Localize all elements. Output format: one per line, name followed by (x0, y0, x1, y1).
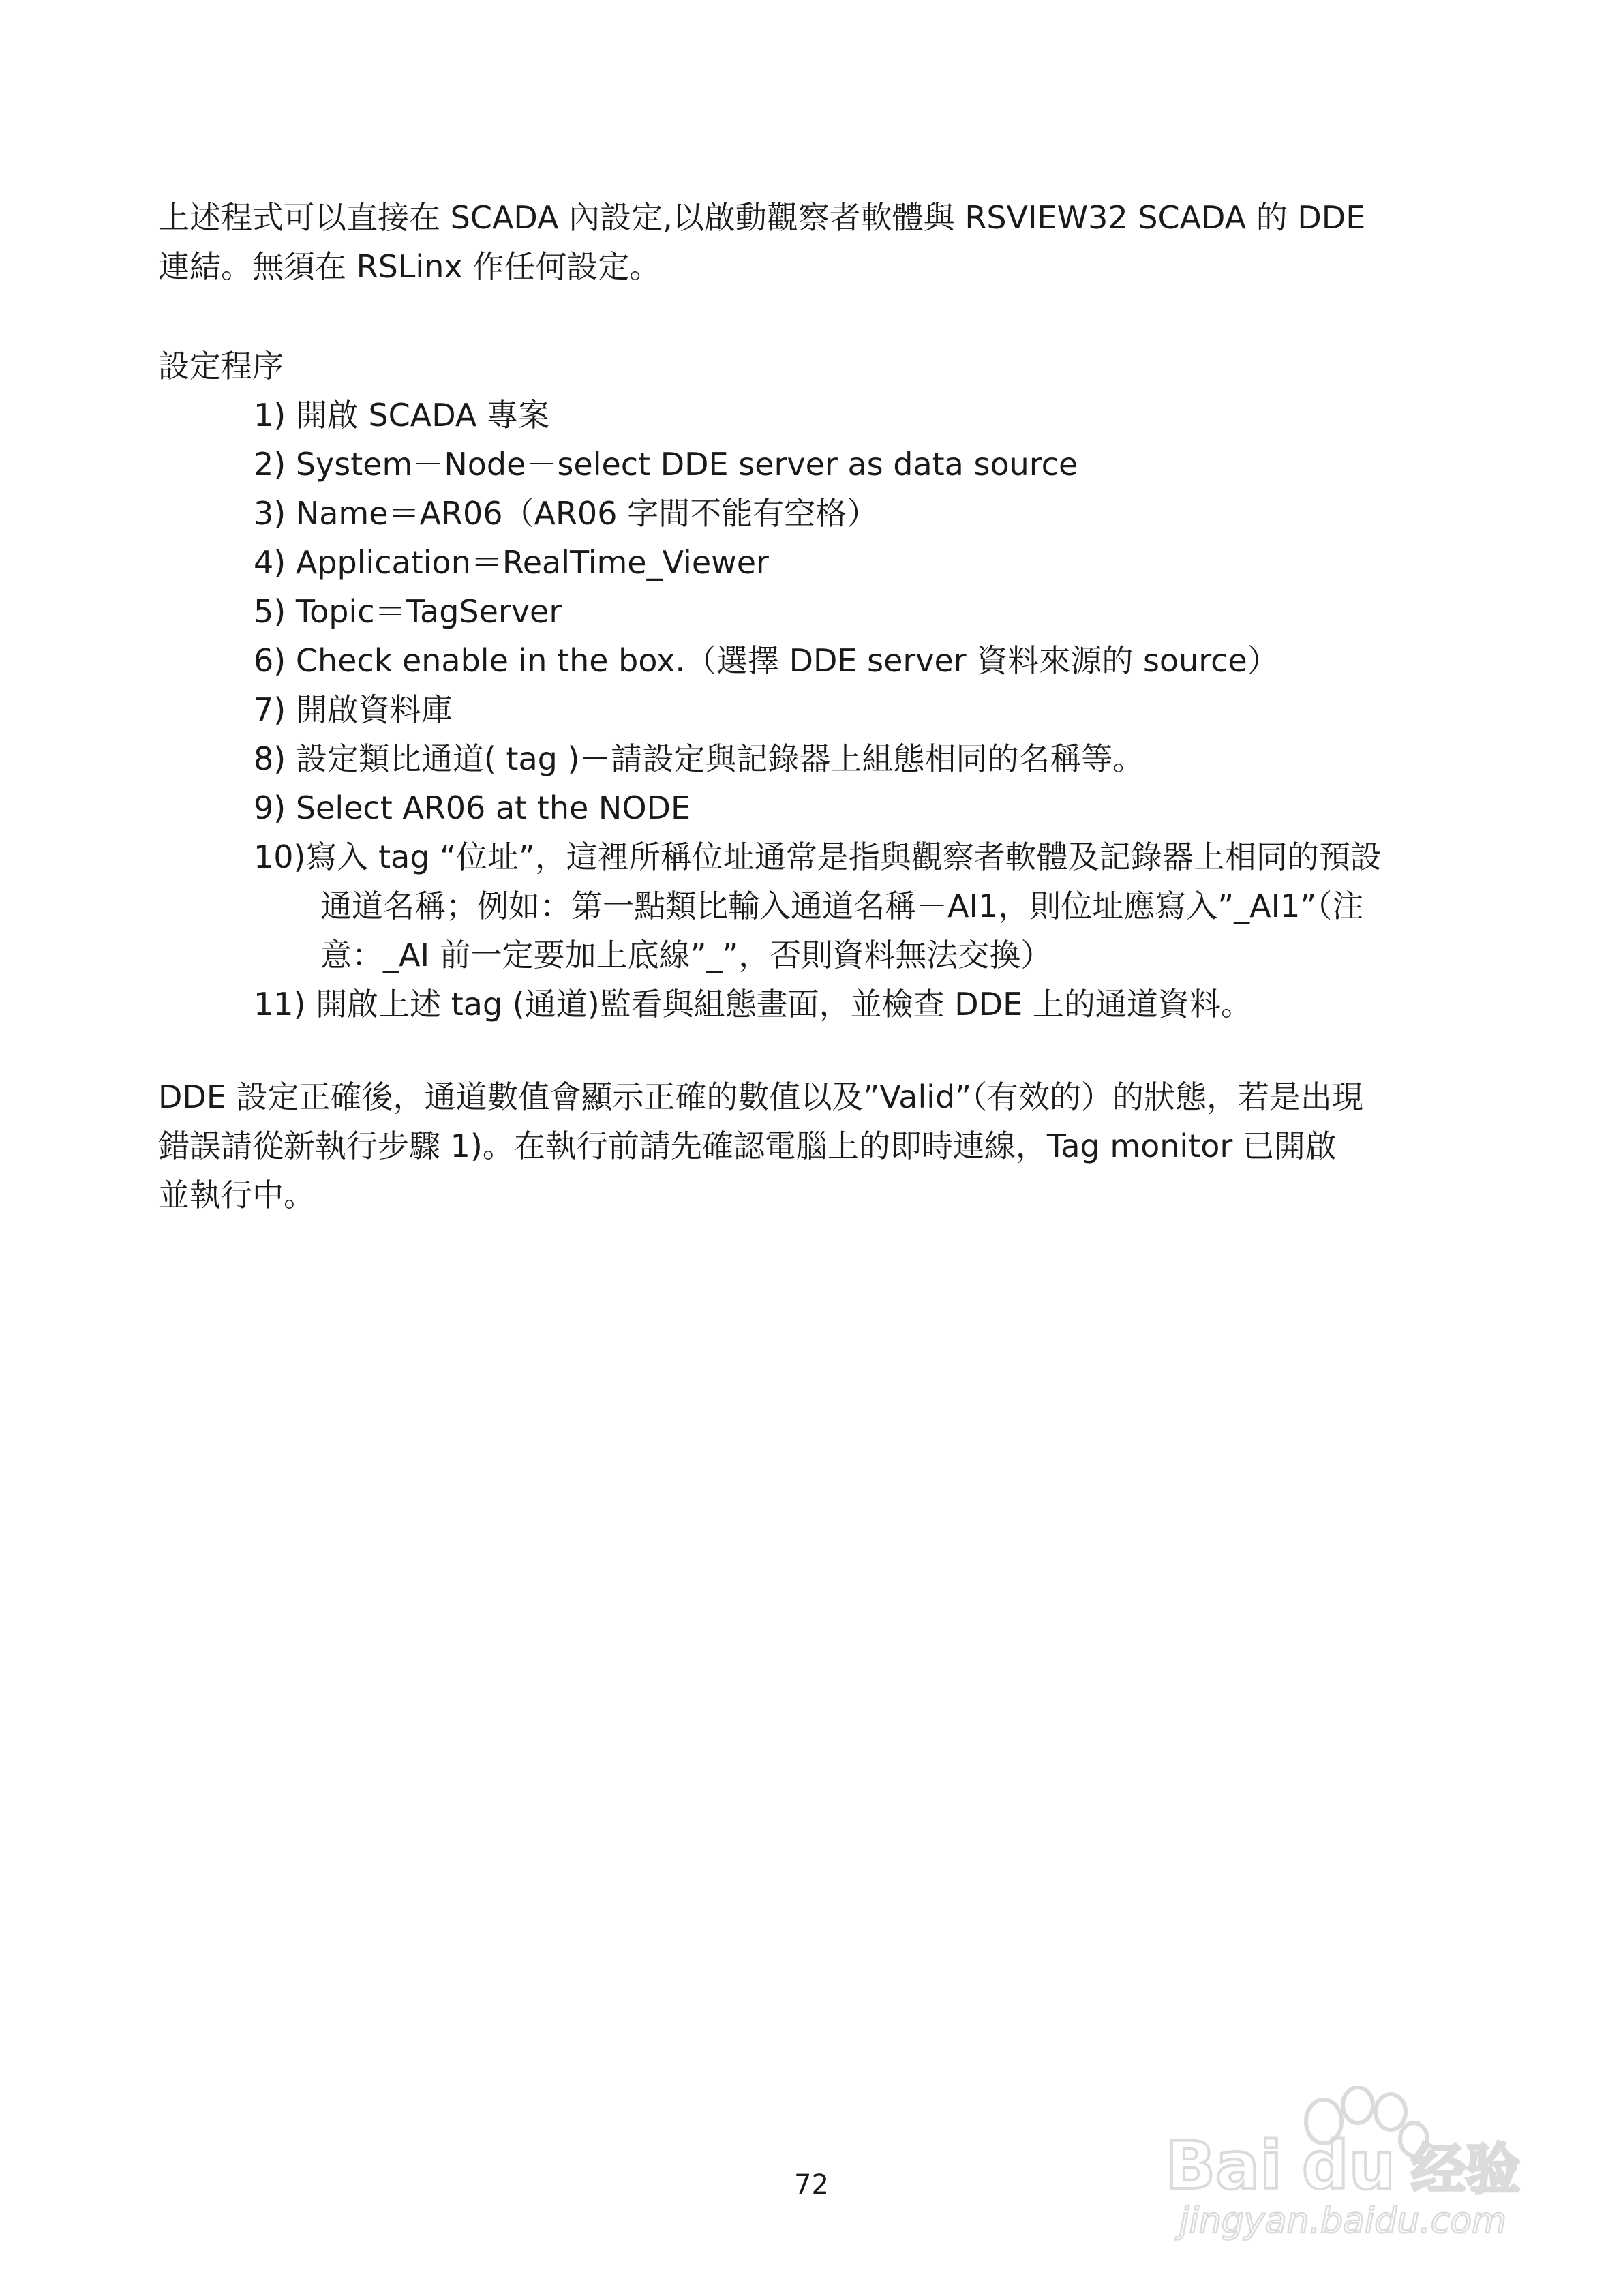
step-item-10 (254, 832, 1426, 980)
step-10-line-2: 通道名稱；例如：第一點類比輸入通道名稱－AI1，則位址應寫入”_AI1”（注 (320, 888, 1364, 924)
page-number: 72 (794, 2169, 829, 2201)
baidu-jingyan-watermark (1152, 2086, 1561, 2243)
svg-text:du: du (1302, 2128, 1396, 2204)
step-item: 2) System－Node－select DDE server as data source (254, 446, 1078, 483)
intro-line-1: 上述程式可以直接在 SCADA 內設定,以啟動觀察者軟體與 RSVIEW32 SCADA 的 DDE (158, 199, 1366, 236)
procedure-heading: 設定程序 (158, 348, 284, 384)
closing-paragraph (158, 1072, 1426, 1220)
step-item: 9) Select AR06 at the NODE (254, 789, 691, 826)
step-item: 8) 設定類比通道( tag )－請設定與記錄器上組態相同的名稱等。 (254, 740, 1144, 777)
step-item: 7) 開啟資料庫 (254, 691, 453, 728)
procedure-steps (254, 391, 1426, 1029)
closing-line-3: 並執行中。 (158, 1177, 315, 1213)
step-item: 4) Application＝RealTime_Viewer (254, 544, 769, 581)
step-item: 3) Name＝AR06（AR06 字間不能有空格） (254, 495, 879, 532)
svg-text:jingyan.baidu.com: jingyan.baidu.com (1179, 2201, 1506, 2241)
intro-line-2: 連結。無須在 RSLinx 作任何設定。 (158, 248, 661, 285)
step-item-11: 11) 開啟上述 tag (通道)監看與組態畫面，並檢查 DDE 上的通道資料。 (254, 986, 1252, 1023)
step-10-line-3: 意：_AI 前一定要加上底線”_”，否則資料無法交換） (320, 937, 1052, 973)
intro-paragraph (158, 193, 1426, 291)
closing-line-2: 錯誤請從新執行步驟 1)。在執行前請先確認電腦上的即時連線，Tag monitor 已開啟 (158, 1128, 1337, 1164)
step-item: 6) Check enable in the box.（選擇 DDE server 資料來源的 source） (254, 642, 1279, 679)
step-item: 5) Topic＝TagServer (254, 593, 562, 630)
step-item: 1) 開啟 SCADA 專案 (254, 397, 549, 434)
closing-line-1: DDE 設定正確後，通道數值會顯示正確的數值以及”Valid”（有效的）的狀態，若是出現 (158, 1078, 1364, 1115)
step-10-line-1: 10)寫入 tag “位址”，這裡所稱位址通常是指與觀察者軟體及記錄器上相同的預設 (254, 839, 1382, 875)
svg-text:Bai: Bai (1166, 2128, 1282, 2204)
svg-text:经验: 经验 (1411, 2138, 1520, 2201)
